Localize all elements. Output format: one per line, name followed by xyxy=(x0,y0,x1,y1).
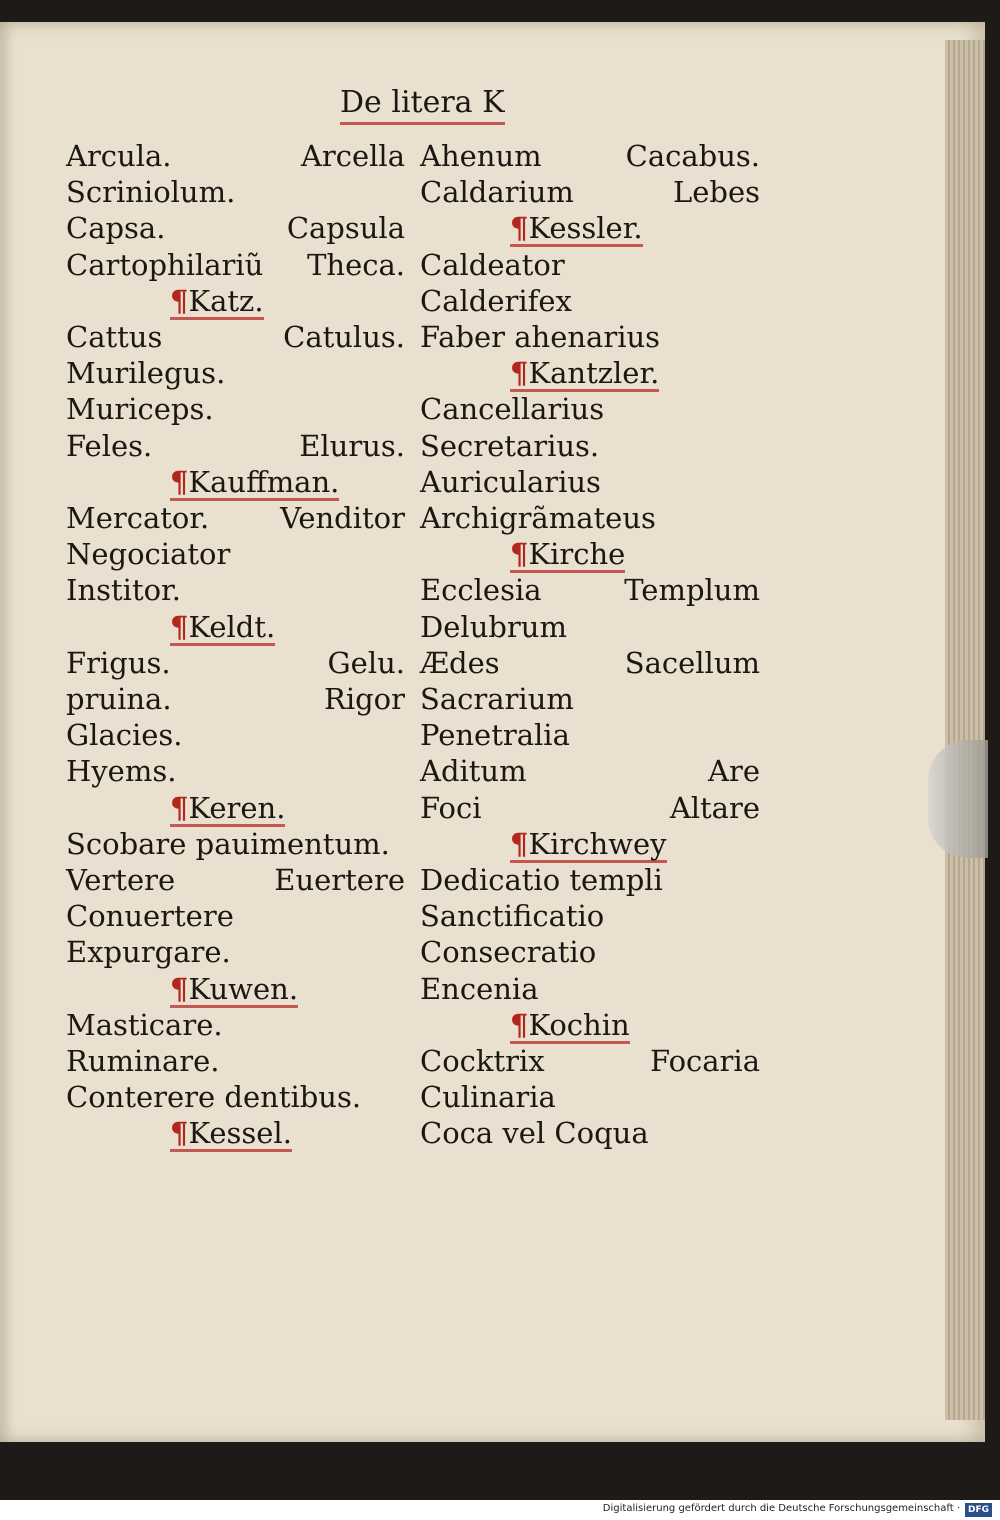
gloss-synonym: Theca. xyxy=(307,247,405,282)
gloss-term: Sanctificatio xyxy=(420,899,605,934)
rubric-heading xyxy=(170,611,275,646)
gloss-term: Feles. xyxy=(66,428,153,463)
gloss-term: Delubrum xyxy=(420,609,567,644)
gloss-term: Cocktrix xyxy=(420,1044,545,1078)
gloss-synonym: Arcella xyxy=(300,139,405,173)
gloss-term: Cartophilariũ xyxy=(66,247,264,282)
gloss-term: Murilegus. xyxy=(66,356,226,391)
pilcrow-mark: ¶ xyxy=(510,1007,529,1042)
rubric-heading xyxy=(510,538,625,573)
rubric-heading xyxy=(170,285,264,320)
rubric-heading xyxy=(510,828,667,863)
gloss-term: Capsa. xyxy=(66,211,166,246)
rubric-label: Keldt. xyxy=(188,609,276,644)
gloss-term: Cancellarius xyxy=(420,392,605,427)
gloss-term: Ahenum xyxy=(420,139,542,173)
pilcrow-mark: ¶ xyxy=(510,537,529,572)
gloss-term: Secretarius. xyxy=(420,428,600,463)
gloss-term: Negociator xyxy=(66,537,231,572)
rubric-label: Keren. xyxy=(188,790,286,825)
rubric-label: Kuwen. xyxy=(188,971,299,1006)
gloss-term: Vertere xyxy=(66,863,176,897)
pilcrow-mark: ¶ xyxy=(170,283,189,318)
rubric-heading xyxy=(170,973,298,1008)
gloss-synonym: Altare xyxy=(669,790,760,825)
gloss-term: Ecclesia xyxy=(420,573,542,608)
gloss-term: Conuertere xyxy=(66,899,234,934)
rubric-label: Kessel. xyxy=(188,1116,292,1151)
gloss-term: Caldarium xyxy=(420,175,574,210)
gloss-synonym: Templum xyxy=(624,573,760,608)
gloss-synonym: Are xyxy=(708,754,760,789)
gloss-term: Arcula. xyxy=(66,139,172,173)
rubric-label: Kirchwey xyxy=(528,826,667,861)
gloss-term: Encenia xyxy=(420,971,539,1006)
gloss-term: Conterere dentibus. xyxy=(66,1080,362,1115)
gloss-term: Ædes xyxy=(420,645,500,680)
rubric-label: Kantzler. xyxy=(528,356,660,391)
gloss-term: Mercator. xyxy=(66,501,210,535)
gloss-term: Auricularius xyxy=(420,464,601,499)
gloss-synonym: Euertere xyxy=(274,863,405,897)
footer-credit: Digitalisierung gefördert durch die Deutsche Forschungsgemeinschaft · xyxy=(602,1503,960,1514)
pilcrow-mark: ¶ xyxy=(510,356,529,391)
gloss-synonym: Sacellum xyxy=(624,645,760,680)
scan-background xyxy=(0,1442,1000,1500)
gloss-term: Faber ahenarius xyxy=(420,320,661,354)
gloss-synonym: Venditor xyxy=(280,501,405,535)
gloss-term: Scriniolum. xyxy=(66,175,236,210)
gloss-synonym: Focaria xyxy=(650,1044,760,1078)
gloss-term: Expurgare. xyxy=(66,935,231,970)
gloss-synonym: Elurus. xyxy=(299,428,405,463)
rubric-label: Kessler. xyxy=(528,211,643,246)
gloss-term: pruina. xyxy=(66,682,172,716)
gloss-term: Cattus xyxy=(66,320,163,354)
pilcrow-mark: ¶ xyxy=(170,790,189,825)
rubric-label: Kirche xyxy=(528,537,626,572)
gloss-term: Foci xyxy=(420,790,482,825)
gloss-term: Dedicatio templi xyxy=(420,863,663,897)
rubric-heading xyxy=(170,1117,292,1152)
gloss-term: Culinaria xyxy=(420,1080,556,1115)
rubric-label: Kauffman. xyxy=(188,464,340,499)
rubric-label: Katz. xyxy=(188,283,264,318)
gloss-term: Calderifex xyxy=(420,283,572,318)
gloss-synonym: Catulus. xyxy=(283,320,405,354)
gloss-synonym: Gelu. xyxy=(327,645,405,680)
dfg-logo: DFG xyxy=(965,1503,992,1517)
gloss-synonym: Rigor xyxy=(324,682,405,716)
pilcrow-mark: ¶ xyxy=(170,971,189,1006)
page-clip xyxy=(928,740,988,858)
gloss-term: Consecratio xyxy=(420,935,597,970)
gloss-synonym: Lebes xyxy=(672,175,760,210)
gloss-term: Sacrarium xyxy=(420,682,574,716)
gloss-term: Frigus. xyxy=(66,645,171,680)
rubric-label: Kochin xyxy=(528,1007,630,1042)
gloss-synonym: Cacabus. xyxy=(625,139,760,173)
page-heading: De litera K xyxy=(340,85,505,125)
gloss-term: Ruminare. xyxy=(66,1044,220,1078)
rubric-heading xyxy=(170,466,339,501)
gloss-term: Caldeator xyxy=(420,247,565,282)
gloss-term: Institor. xyxy=(66,573,181,608)
rubric-heading xyxy=(510,1009,630,1044)
pilcrow-mark: ¶ xyxy=(510,826,529,861)
gloss-term: Masticare. xyxy=(66,1007,223,1042)
rubric-heading xyxy=(170,792,285,827)
page-edges xyxy=(945,40,985,1420)
footer xyxy=(0,1500,1000,1520)
rubric-heading xyxy=(510,212,643,247)
pilcrow-mark: ¶ xyxy=(510,211,529,246)
gloss-term: Penetralia xyxy=(420,718,570,753)
gloss-term: Aditum xyxy=(420,754,527,789)
gloss-term: Hyems. xyxy=(66,754,177,789)
gloss-synonym: Capsula xyxy=(286,211,405,246)
gloss-term: Archigrãmateus xyxy=(420,501,656,535)
gloss-term: Muriceps. xyxy=(66,392,214,427)
pilcrow-mark: ¶ xyxy=(170,464,189,499)
gloss-term: Scobare pauimentum. xyxy=(66,826,390,861)
gloss-term: Coca vel Coqua xyxy=(420,1116,649,1151)
pilcrow-mark: ¶ xyxy=(170,609,189,644)
gloss-term: Glacies. xyxy=(66,718,183,753)
pilcrow-mark: ¶ xyxy=(170,1116,189,1151)
rubric-heading xyxy=(510,357,659,392)
